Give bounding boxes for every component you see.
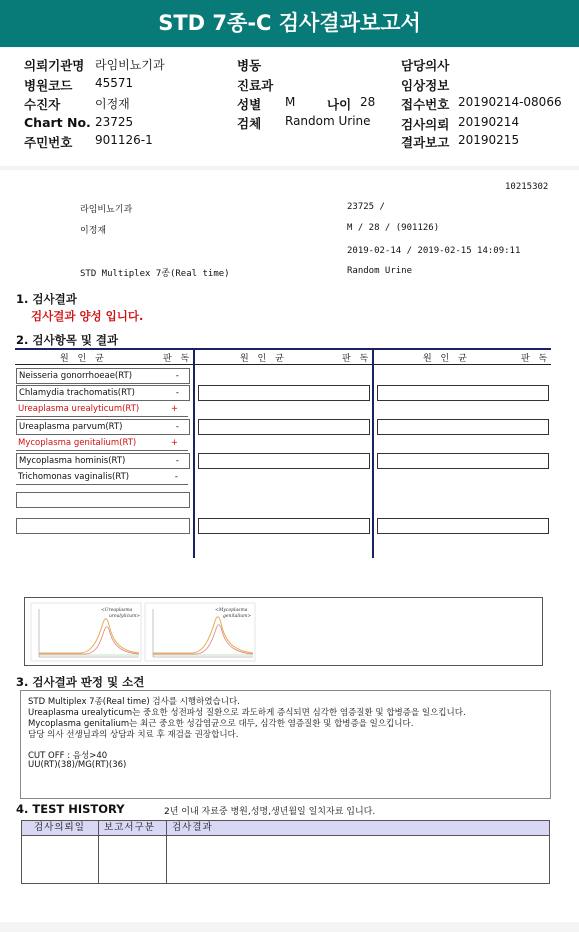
empty-row [16,492,190,508]
pathogen-name: Neisseria gonorrhoeae(RT) [19,371,133,381]
empty-row [16,518,190,534]
report-dates: 2019-02-14 / 2019-02-15 14:09:11 [347,246,521,256]
pathogen-name: Mycoplasma genitalium(RT) [18,438,137,448]
department-label: 진료과 [237,78,274,93]
cutoff-line: CUT OFF : 음성>40 [28,751,108,761]
report-specimen: Random Urine [347,266,413,276]
clinical-info-label: 임상정보 [401,78,450,93]
column-separator [372,348,374,558]
ward-label: 병동 [237,58,262,73]
specimen-label: 검체 [237,116,262,131]
col-header-judgement-3: 판 독 [521,354,551,364]
institution-label: 의뢰기관명 [24,58,85,73]
pathogen-result: - [175,371,179,381]
ct-values-line: UU(RT)(38)/MG(RT)(36) [28,760,127,770]
empty-cell [198,453,370,469]
empty-cell [377,419,549,435]
empty-cell [198,385,370,401]
patient-value: 이정재 [95,97,130,111]
pathogen-result: - [175,456,179,466]
report-institution: 라임비뇨기과 [80,205,133,215]
empty-cell [198,518,370,534]
accession-label: 접수번호 [401,97,450,112]
pathogen-result: - [175,388,179,398]
interpretation-box [20,690,551,799]
hospital-code-value: 45571 [95,76,134,90]
table-row [16,385,190,401]
table-row [16,402,188,417]
report-date-value: 20190215 [458,133,520,147]
table-row [16,436,188,451]
table-row [16,419,190,435]
document-number: 10215302 [505,182,549,192]
history-col-request-date: 검사의뢰일 [34,822,85,833]
graph-label: <Ureaplasma [101,608,133,613]
col-header-judgement-1: 판 독 [163,354,193,364]
patient-header [0,48,579,166]
empty-cell [198,419,370,435]
empty-cell [377,453,549,469]
col-header-pathogen-2: 원 인 균 [240,354,287,364]
report-test-name: STD Multiplex 7종(Real time) [80,269,230,279]
doctor-label: 담당의사 [401,58,450,73]
amplification-curves [25,598,542,665]
resident-number-label: 주민번호 [24,135,73,150]
interpretation-line: 담당 의사 선생님과의 상담과 치료 후 재검을 권장합니다. [28,730,239,740]
positive-result-text: 검사결과 양성 입니다. [31,309,144,323]
column-separator [193,348,195,558]
table-row [16,453,190,469]
specimen-value: Random Urine [285,114,371,128]
results-table [15,348,551,558]
interpretation-line: Ureaplasma urealyticum는 중요한 성전파성 질환으로 과도하게 증식되면 심각한 염증질환 및 합병증을 일으킵니다. [28,708,466,718]
sex-value: M [285,95,296,109]
age-label: 나이 [327,97,352,112]
section3-heading: 3. 검사결과 판정 및 소견 [16,675,145,689]
pathogen-name: Ureaplasma parvum(RT) [19,422,123,432]
report-title: STD 7종-C 검사결과보고서 [0,0,579,47]
table-row [16,470,188,485]
col-header-judgement-2: 판 독 [342,354,372,364]
patient-label: 수진자 [24,97,61,112]
history-col-report-type: 보고서구분 [104,822,155,833]
report-chart-line: 23725 / [347,202,385,212]
section4-heading: 4. TEST HISTORY [16,802,125,816]
history-header [22,821,549,836]
graph-label: genitalium> [223,614,252,619]
accession-value: 20190214-08066 [458,95,562,109]
history-table [21,820,550,884]
hospital-code-label: 병원코드 [24,78,73,93]
pathogen-name: Trichomonas vaginalis(RT) [18,472,130,482]
pathogen-result: + [170,404,178,414]
request-date-label: 검사의뢰 [401,117,450,132]
pathogen-result: + [170,438,178,448]
history-col-result: 검사결과 [172,822,213,833]
report-date-label: 결과보고 [401,135,450,150]
col-header-pathogen-1: 원 인 균 [60,354,107,364]
resident-number-value: 901126-1 [95,133,153,147]
section1-heading: 1. 검사결과 [16,292,77,306]
table-row [16,368,190,384]
request-date-value: 20190214 [458,115,520,129]
report-sex-age: M / 28 / (901126) [347,223,440,233]
report-body [0,170,579,922]
pathogen-name: Ureaplasma urealyticum(RT) [18,404,140,414]
graph-label: <Mycoplasma [215,608,248,613]
age-value: 28 [360,95,376,109]
pathogen-name: Chlamydia trachomatis(RT) [19,388,135,398]
institution-value: 라임비뇨기과 [95,58,165,72]
pathogen-result: - [174,472,178,482]
empty-cell [377,518,549,534]
pathogen-name: Mycoplasma hominis(RT) [19,456,126,466]
amplification-graphs [24,597,543,666]
interpretation-line: Mycoplasma genitalium는 최근 중요한 성감염균으로 대두, 심각한 염증질환 및 합병증을 일으킵니다. [28,719,414,729]
pathogen-result: - [175,422,179,432]
report-patient: 이정재 [80,226,107,236]
chart-no-value: 23725 [95,115,134,129]
chart-no-label: Chart No. [24,115,91,130]
section2-heading: 2. 검사항목 및 결과 [16,333,119,347]
history-note: 2년 이내 자료중 병원,성명,생년월일 일치자료 입니다. [164,807,376,817]
col-header-pathogen-3: 원 인 균 [423,354,470,364]
empty-cell [377,385,549,401]
interpretation-line: STD Multiplex 7종(Real time) 검사를 시행하였습니다. [28,697,240,707]
graph-label: urealyticum> [109,614,141,619]
sex-label: 성별 [237,97,262,112]
